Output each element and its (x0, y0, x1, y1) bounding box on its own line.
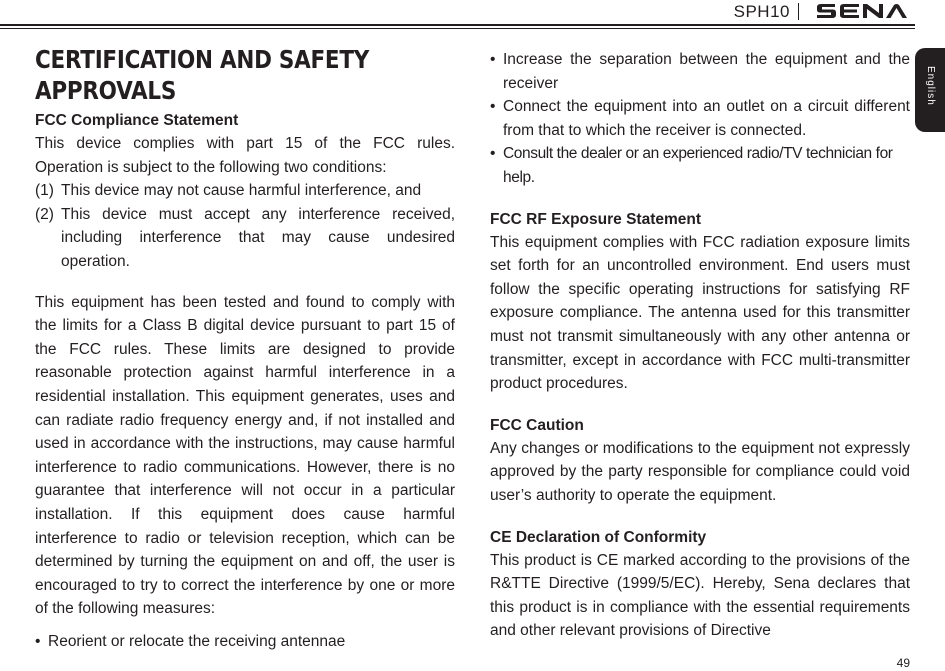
spacer (35, 621, 455, 630)
right-column (490, 48, 910, 643)
measure-text: Reorient or relocate the receiving antennae (48, 632, 346, 650)
measure-bullet (490, 95, 910, 142)
model-name: SPH10 (733, 2, 790, 21)
measure-text: Connect the equipment into an outlet on a circuit different from that to which the receiver is connected. (503, 98, 910, 139)
rf-exposure-heading: FCC RF Exposure Statement (490, 210, 702, 228)
fcc-compliance-heading: FCC Compliance Statement (35, 112, 239, 129)
language-side-tab (915, 48, 945, 132)
fcc-caution-paragraph: Any changes or modifications to the equipment not expressly approved by the party responsible for compliance could void user’s authority to operate the equipment. (490, 439, 910, 504)
spacer (490, 396, 910, 415)
spacer (490, 190, 910, 209)
sena-logo (815, 2, 909, 20)
bullet-dot: • (490, 98, 496, 116)
fcc-body-paragraph: This equipment has been tested and found to comply with the limits for a Class B digital device pursuant to part 15 of the FCC rules. These limits are designed to provide reasonable protection against harmful interference in a residential installation. This equipment generates, uses and can radiate radio frequency energy and, if not installed and used in accordance with the instructions, may cause harmful interference to radio communications. However, there is no guarantee that interference will not occur in a particular installation. If this equipment does cause harmful interference to radio or television reception, which can be determined by turning the equipment on and off, the user is encouraged to try to correct the interference by one or more of the following measures: (35, 293, 455, 618)
ce-declaration-heading: CE Declaration of Conformity (490, 528, 707, 546)
measure-bullet (490, 48, 910, 95)
ce-declaration-paragraph: This product is CE marked according to the provisions of the R&TTE Directive (1999/5/EC). Hereby, Sena declares that this product is in compliance with the essential requirements and other relevant provisions of Directive (490, 551, 910, 640)
fcc-caution-heading: FCC Caution (490, 416, 584, 434)
bullet-dot: • (490, 51, 496, 68)
rf-exposure-paragraph: This equipment complies with FCC radiation exposure limits set forth for an uncontrolled environment. End users must follow the specific operating instructions for satisfying RF exposure compliance. The antenna used for this transmitter must not transmit simultaneously with any other antenna or transmitter, except in accordance with FCC multi-transmitter product procedures. (490, 233, 910, 393)
header-rule-thin (0, 28, 915, 29)
condition-item (35, 203, 455, 274)
header-rule (0, 24, 915, 26)
condition-item (35, 179, 455, 203)
fcc-intro-paragraph: This device complies with part 15 of the FCC rules. Operation is subject to the following two conditions: (35, 135, 455, 176)
measure-bullet (490, 142, 910, 189)
left-column (35, 44, 455, 653)
page-header (0, 0, 945, 40)
measure-text: Increase the separation between the equipment and the receiver (503, 51, 910, 92)
spacer (35, 274, 455, 291)
measure-text: Consult the dealer or an experienced radio/TV technician for help. (503, 145, 893, 186)
condition-number: (1) (35, 182, 54, 200)
measure-bullet (35, 630, 455, 654)
condition-text: This device may not cause harmful interference, and (61, 182, 422, 200)
bullet-dot: • (490, 145, 496, 163)
condition-text: This device must accept any interference received, including interference that may cause undesired operation. (61, 205, 455, 270)
bullet-dot: • (35, 632, 41, 650)
page-number: 49 (896, 656, 910, 670)
page-title: CERTIFICATION AND SAFETY APPROVALS (35, 45, 370, 105)
spacer (490, 508, 910, 527)
header-separator (798, 3, 799, 20)
condition-number: (2) (35, 205, 54, 223)
language-label: English (925, 66, 936, 106)
